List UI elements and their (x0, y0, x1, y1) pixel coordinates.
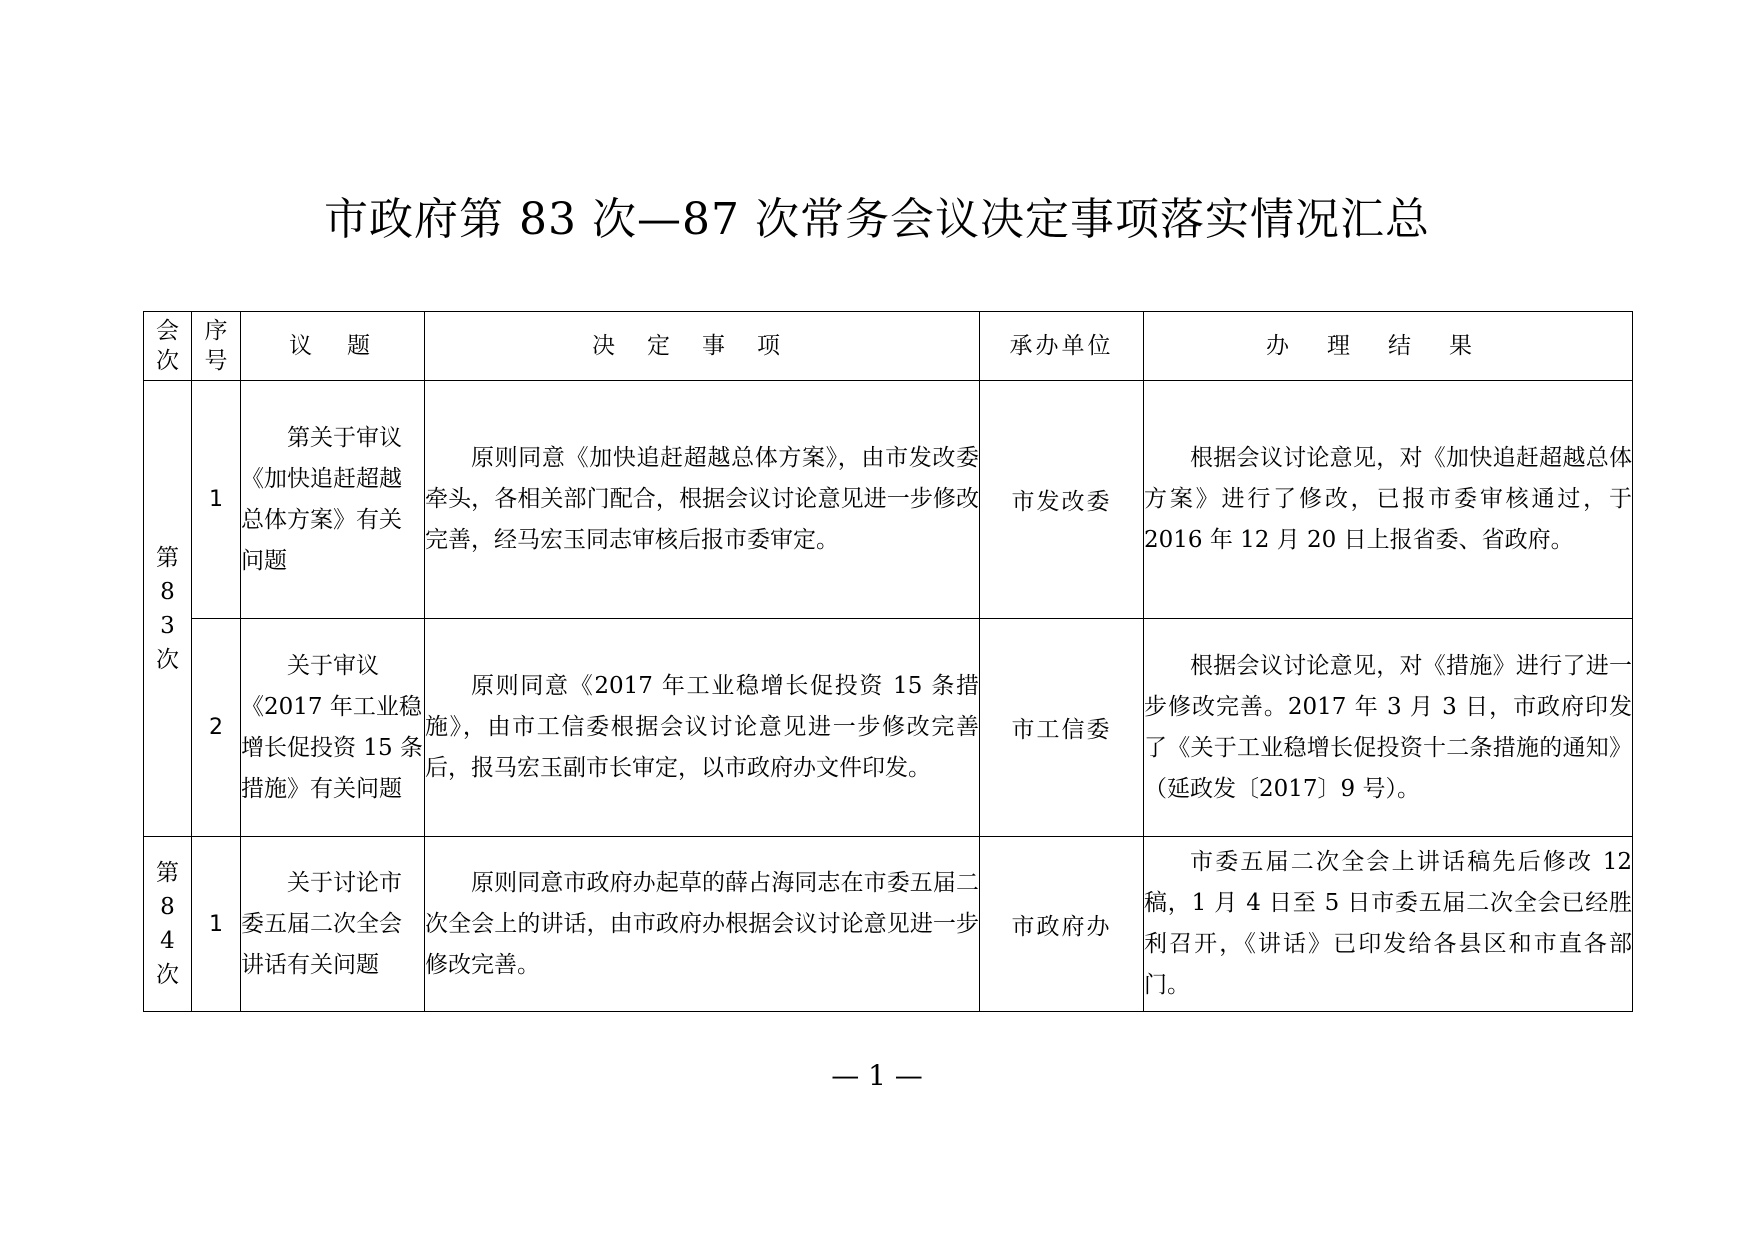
result-cell: 市委五届二次全会上讲话稿先后修改 12 稿，1 月 4 日至 5 日市委五届二次全会已经胜利召开，《讲话》已印发给各县区和市直各部门。 (1144, 837, 1633, 1012)
result-cell: 根据会议讨论意见，对《措施》进行了进一步修改完善。2017 年 3 月 3 日，市政府印发了《关于工业稳增长促投资十二条措施的通知》（延政发〔2017〕9 号）。 (1144, 619, 1633, 837)
topic-cell: 第关于审议《加快追赶超越总体方案》有关问题 (241, 381, 425, 619)
header-seq (192, 312, 241, 381)
header-unit: 承办单位 (980, 312, 1144, 381)
table-header-row (144, 312, 1633, 381)
seq-cell: 1 (192, 381, 241, 619)
decision-cell: 原则同意《2017 年工业稳增长促投资 15 条措施》，由市工信委根据会议讨论意见进一步修改完善后，报马宏玉副市长审定，以市政府办文件印发。 (425, 619, 980, 837)
session-cell (144, 381, 192, 837)
table-row (144, 619, 1633, 837)
header-topic: 议 题 (241, 312, 425, 381)
table-row (144, 381, 1633, 619)
header-result: 办理结果 (1144, 312, 1633, 381)
page-number: — 1 — (831, 1059, 923, 1092)
table-row (144, 837, 1633, 1012)
page-title: 市政府第 83 次—87 次常务会议决定事项落实情况汇总 (324, 194, 1430, 245)
decision-cell: 原则同意《加快追赶超越总体方案》，由市发改委牵头，各相关部门配合，根据会议讨论意见进一步修改完善，经马宏玉同志审核后报市委审定。 (425, 381, 980, 619)
seq-cell: 2 (192, 619, 241, 837)
unit-cell: 市政府办 (980, 837, 1144, 1012)
header-session-label: 会次 (156, 318, 179, 374)
session-label: 第84次 (156, 860, 179, 988)
header-decision: 决定事项 (425, 312, 980, 381)
topic-cell: 关于审议《2017 年工业稳增长促投资 15 条措施》有关问题 (241, 619, 425, 837)
session-cell (144, 837, 192, 1012)
result-cell: 根据会议讨论意见，对《加快追赶超越总体方案》进行了修改，已报市委审核通过，于 2016 年 12 月 20 日上报省委、省政府。 (1144, 381, 1633, 619)
unit-cell: 市发改委 (980, 381, 1144, 619)
seq-cell: 1 (192, 837, 241, 1012)
header-session (144, 312, 192, 381)
unit-cell: 市工信委 (980, 619, 1144, 837)
summary-table (143, 311, 1633, 1012)
topic-cell: 关于讨论市委五届二次全会讲话有关问题 (241, 837, 425, 1012)
decision-cell: 原则同意市政府办起草的薛占海同志在市委五届二次全会上的讲话，由市政府办根据会议讨论意见进一步修改完善。 (425, 837, 980, 1012)
header-seq-label: 序号 (204, 318, 228, 374)
session-label: 第83次 (156, 544, 179, 673)
